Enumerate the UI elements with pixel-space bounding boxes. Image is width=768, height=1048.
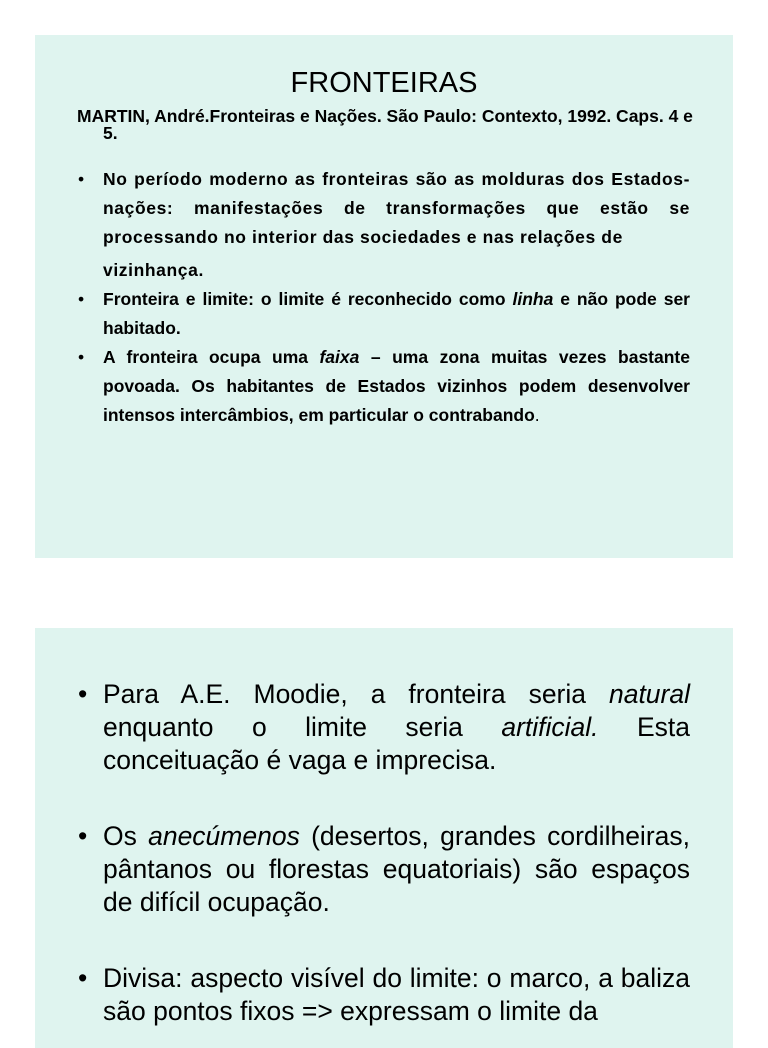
emphasis-text: natural [608, 679, 690, 709]
bullet-item [78, 962, 690, 1028]
bullet-item [78, 285, 690, 343]
emphasis-text: artificial. [501, 712, 599, 742]
emphasis-text: faixa [319, 347, 360, 367]
slide-title: FRONTEIRAS [290, 67, 478, 99]
slide-fronteiras-conceitos [35, 628, 733, 1048]
bullet-list [78, 165, 690, 430]
emphasis-text: linha [512, 289, 554, 309]
bullet-text: Para A.E. Moodie, a fronteira seria [103, 679, 609, 709]
bullet-text: – uma zona muitas vezes bastante povoada. Os habitantes de Estados vizinhos podem desenvolver intensos intercâmbios, em particular o contrabando [103, 347, 690, 425]
bullet-item [78, 165, 690, 285]
bullet-text-end: vizinhança. [103, 260, 204, 280]
emphasis-text: anecúmenos [148, 821, 300, 851]
bibliographic-reference: MARTIN, André.Fronteiras e Nações. São Paulo: Contexto, 1992. Caps. 4 e 5. [77, 106, 693, 143]
bullet-text: No período moderno as fronteiras são as molduras dos Estados-nações: manifestações de transformações que estão se processando no interior das sociedades e nas relações de [103, 169, 690, 247]
bullet-text: e não pode ser habitado. [103, 289, 690, 338]
bullet-item [78, 678, 690, 777]
bullet-text: (desertos, grandes cordilheiras, pântanos ou florestas equatoriais) são espaços de difícil ocupação. [103, 821, 690, 917]
bullet-item [78, 820, 690, 919]
slide-fronteiras [35, 35, 733, 558]
bullet-text: Divisa: aspecto visível do limite: o marco, a baliza são pontos fixos => expressam o limite da [103, 963, 690, 1026]
bullet-text: Fronteira e limite: o limite é reconhecido como [103, 289, 513, 309]
bullet-text-end: . [534, 405, 540, 425]
bullet-text: Esta conceituação é vaga e imprecisa. [103, 712, 691, 775]
bullet-text: A fronteira ocupa uma [103, 347, 320, 367]
bullet-text: Os [103, 821, 149, 851]
bullet-list [78, 678, 690, 1028]
bullet-text: enquanto o limite seria [103, 712, 502, 742]
bullet-item [78, 343, 690, 430]
